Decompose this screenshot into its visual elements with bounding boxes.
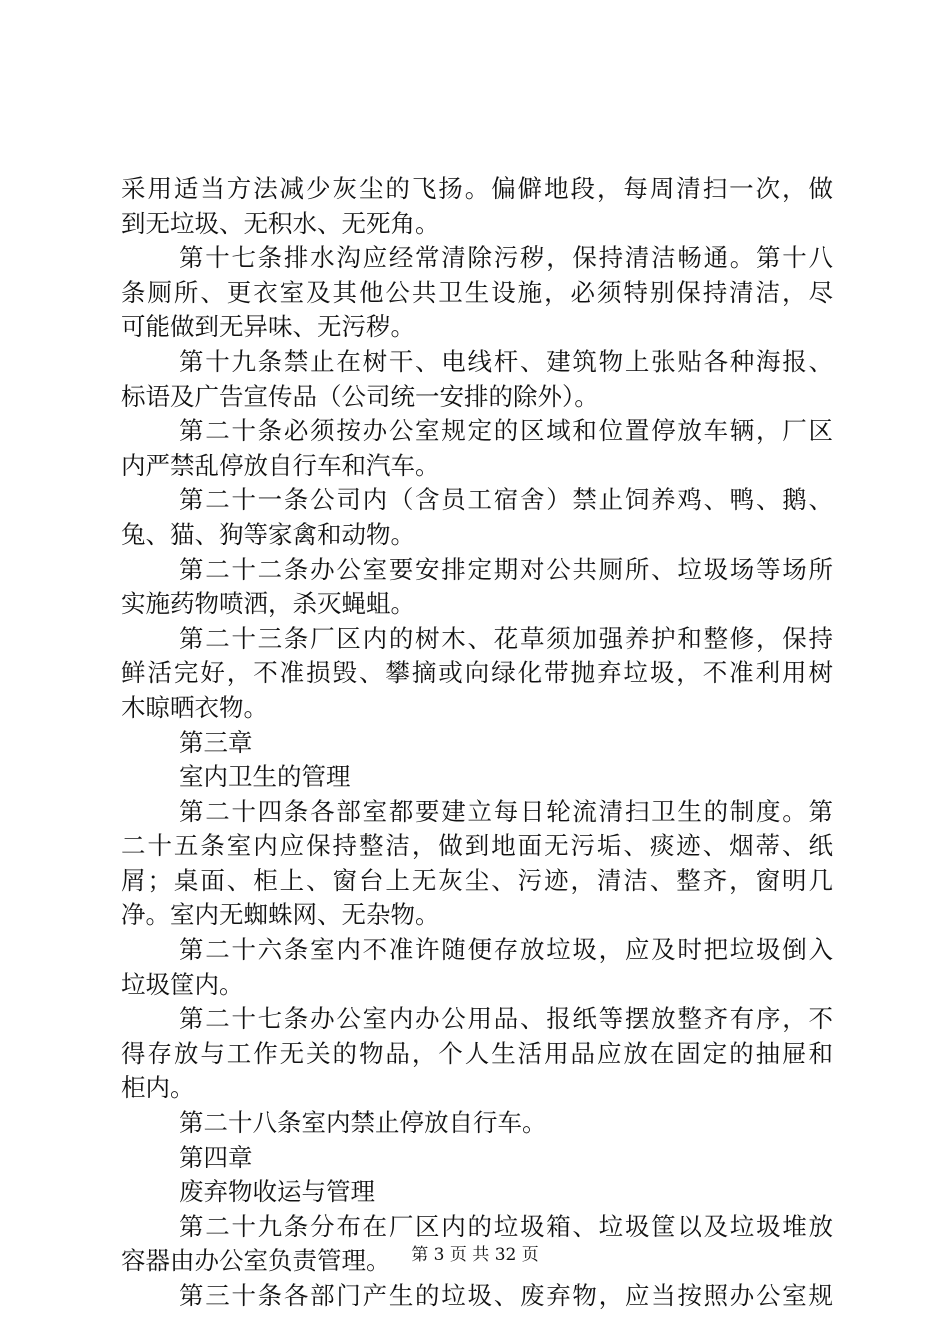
text-line: 到无垃圾、无积水、无死角。 xyxy=(121,208,440,238)
text-line: 第四章 xyxy=(179,1142,253,1172)
text-line: 第十七条排水沟应经常清除污秽，保持清洁畅通。第十八 xyxy=(179,243,833,273)
text-line: 第二十二条办公室要安排定期对公共厕所、垃圾场等场所 xyxy=(179,554,833,584)
text-line: 第三章 xyxy=(179,727,253,757)
text-line: 实施药物喷洒，杀灭蝇蛆。 xyxy=(121,589,415,619)
text-line: 容器由办公室负责管理。 xyxy=(121,1246,391,1276)
text-line: 条厕所、更衣室及其他公共卫生设施，必须特别保持清洁，尽 xyxy=(121,277,833,307)
text-line: 第二十九条分布在厂区内的垃圾箱、垃圾筐以及垃圾堆放 xyxy=(179,1211,833,1241)
text-line: 废弃物收运与管理 xyxy=(179,1177,375,1207)
text-line: 屑；桌面、柜上、窗台上无灰尘、污迹，清洁、整齐，窗明几 xyxy=(121,865,833,895)
text-line: 可能做到无异味、无污秽。 xyxy=(121,312,415,342)
text-line: 鲜活完好，不准损毁、攀摘或向绿化带抛弃垃圾，不准利用树 xyxy=(121,658,833,688)
text-line: 第三十条各部门产生的垃圾、废弃物，应当按照办公室规 xyxy=(179,1281,833,1310)
text-line: 第二十七条办公室内办公用品、报纸等摆放整齐有序，不 xyxy=(179,1004,833,1034)
text-line: 第二十八条室内禁止停放自行车。 xyxy=(179,1108,547,1138)
text-line: 采用适当方法减少灰尘的飞扬。偏僻地段，每周清扫一次，做 xyxy=(121,174,833,203)
text-line: 第二十六条室内不准许随便存放垃圾，应及时把垃圾倒入 xyxy=(179,935,833,965)
text-line: 兔、猫、狗等家禽和动物。 xyxy=(121,519,415,549)
text-line: 柜内。 xyxy=(121,1073,195,1103)
text-line: 垃圾筐内。 xyxy=(121,969,244,999)
text-line: 木晾晒衣物。 xyxy=(121,692,268,722)
text-line: 二十五条室内应保持整洁，做到地面无污垢、痰迹、烟蒂、纸 xyxy=(121,831,833,861)
document-body xyxy=(121,172,833,1314)
page-footer: 第 3 页 共 32 页 xyxy=(411,1245,539,1265)
text-line: 标语及广告宣传品（公司统一安排的除外）。 xyxy=(121,381,599,411)
text-line: 净。室内无蜘蛛网、无杂物。 xyxy=(121,900,440,930)
text-line: 室内卫生的管理 xyxy=(179,762,351,792)
text-line: 第二十三条厂区内的树木、花草须加强养护和整修，保持 xyxy=(179,623,833,653)
text-line: 第二十一条公司内（含员工宿舍）禁止饲养鸡、鸭、鹅、 xyxy=(179,485,833,515)
text-line: 第二十条必须按办公室规定的区域和位置停放车辆，厂区 xyxy=(179,416,833,446)
text-line: 得存放与工作无关的物品，个人生活用品应放在固定的抽屉和 xyxy=(121,1038,833,1068)
text-line: 第二十四条各部室都要建立每日轮流清扫卫生的制度。第 xyxy=(179,796,833,826)
text-line: 第十九条禁止在树干、电线杆、建筑物上张贴各种海报、 xyxy=(179,346,833,376)
text-line: 内严禁乱停放自行车和汽车。 xyxy=(121,450,440,480)
